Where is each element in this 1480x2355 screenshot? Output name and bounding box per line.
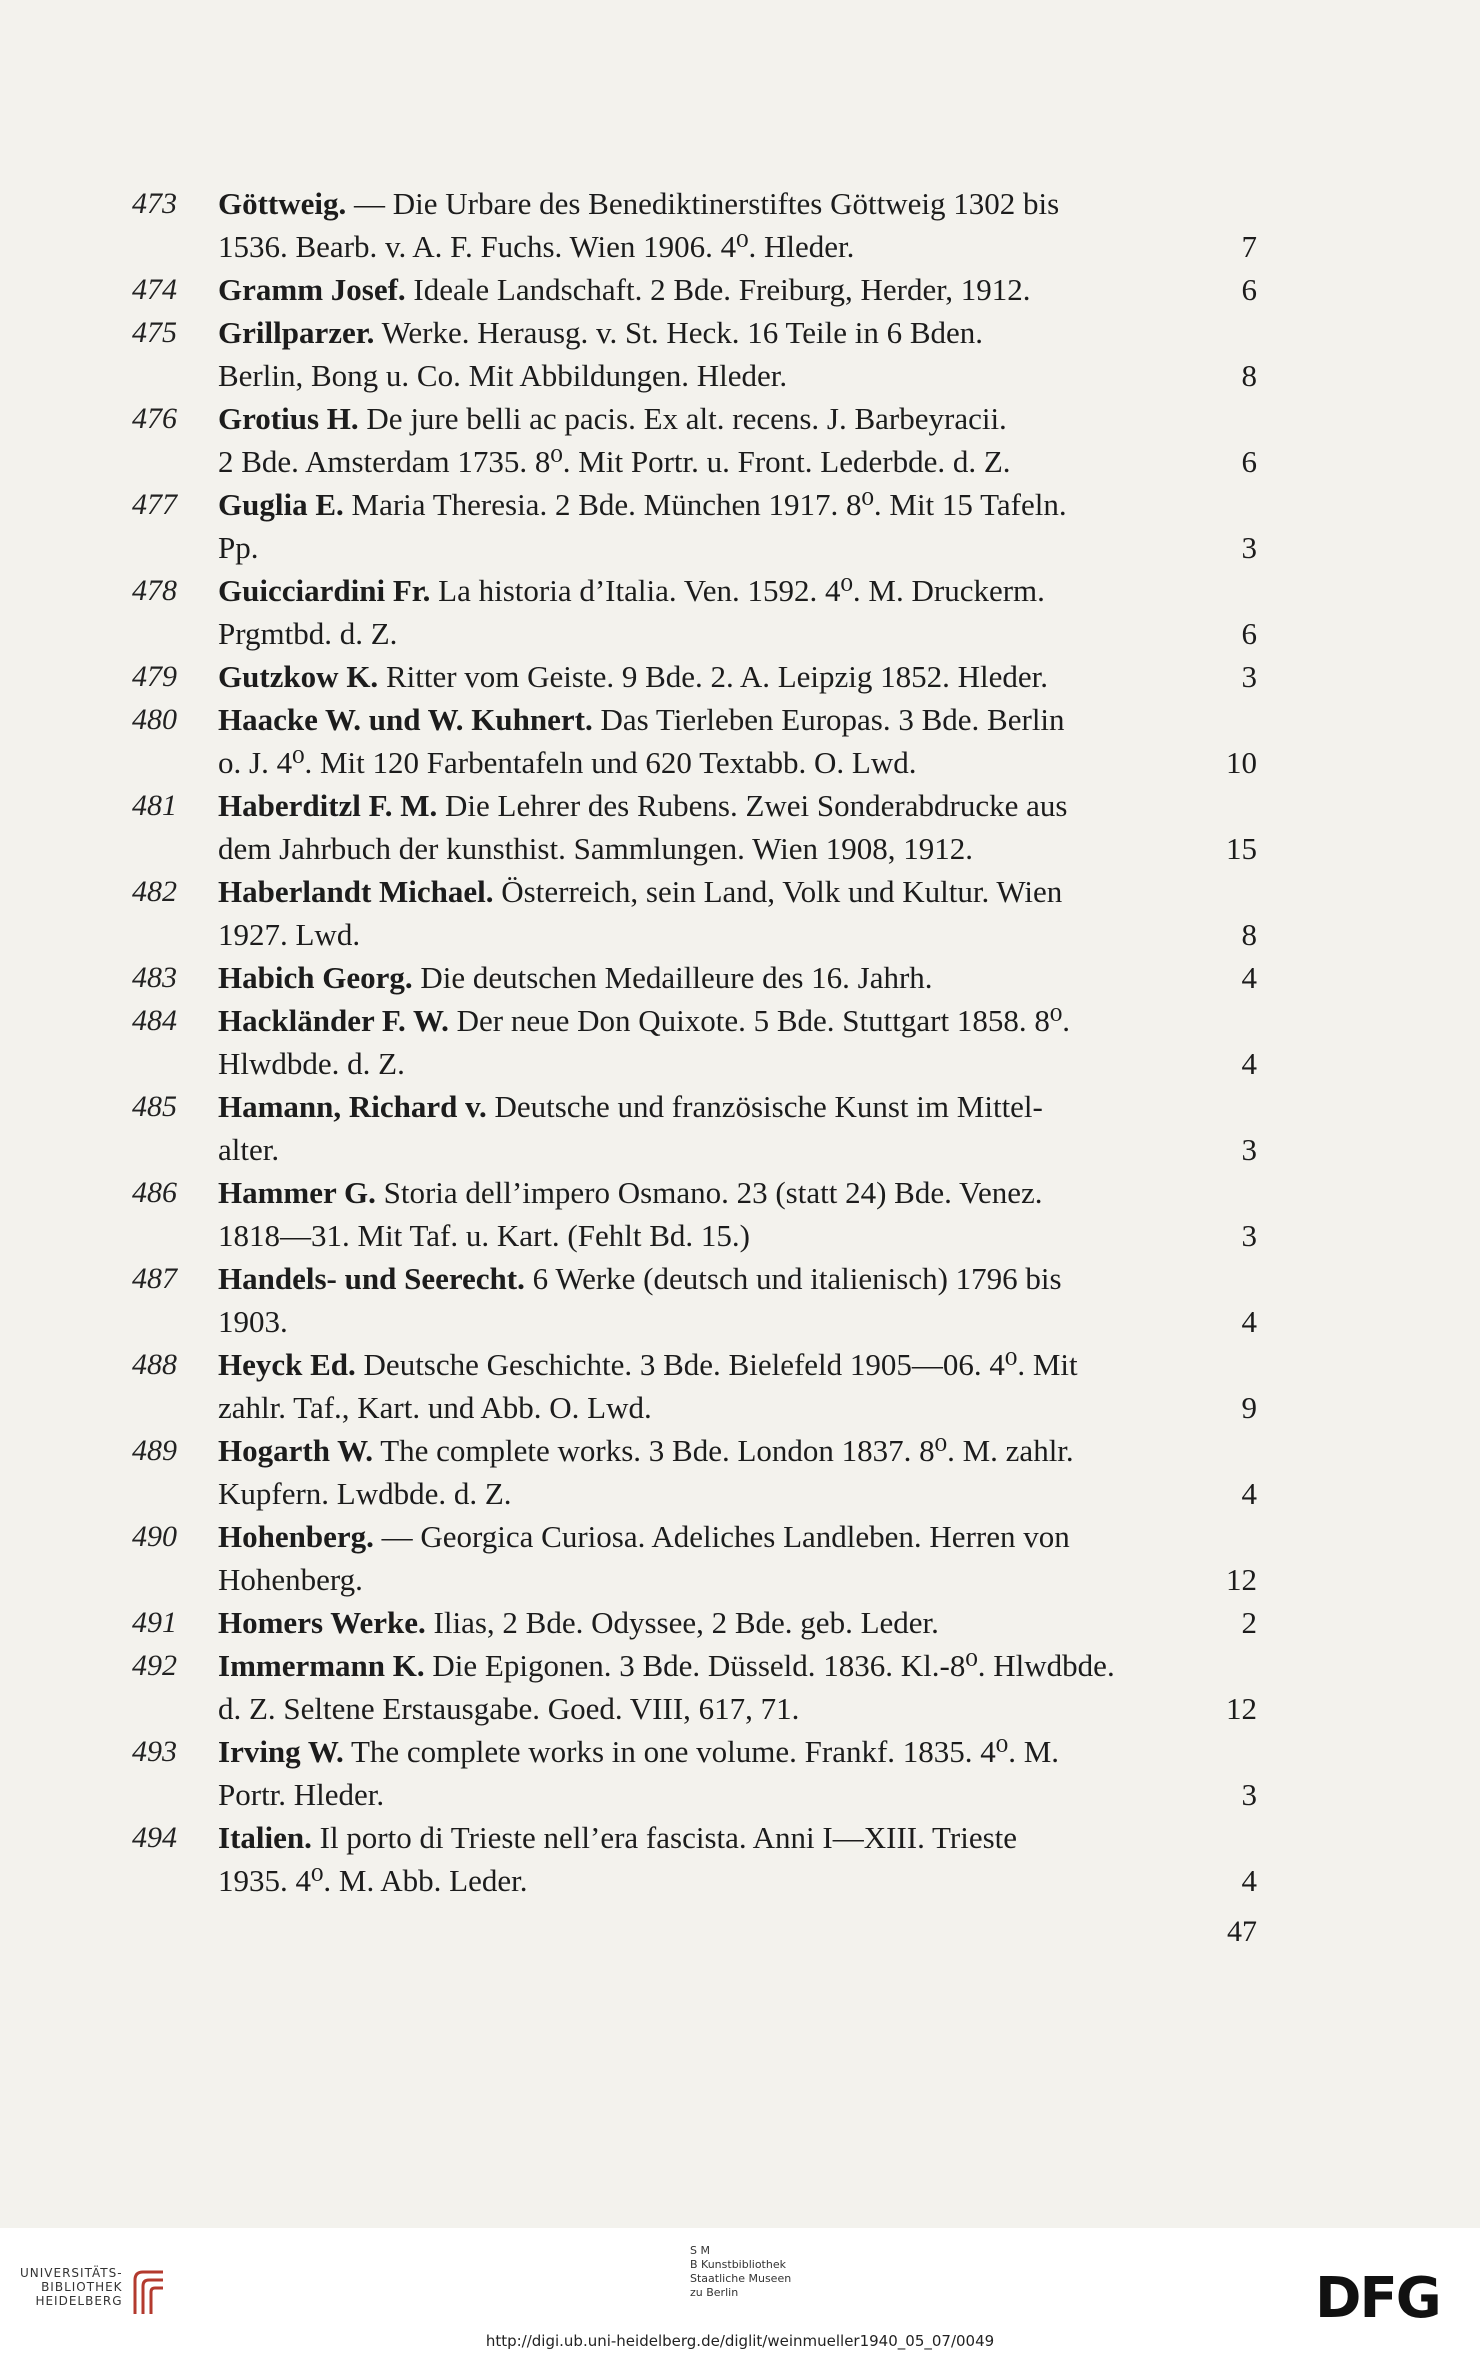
entry-price: 3 — [1241, 1218, 1257, 1253]
footer-bar — [0, 2228, 1480, 2355]
entry-line — [218, 1601, 1257, 1644]
entry-line — [218, 1042, 1257, 1085]
entry-description-continued: dem Jahrbuch der kunsthist. Sammlungen. Wien 1908, 1912. — [218, 831, 974, 866]
entry-author: Italien. — [218, 1820, 312, 1855]
entry-number: 473 — [132, 187, 177, 220]
entry-description: — Die Urbare des Benediktinerstiftes Göttweig 1302 bis — [346, 186, 1060, 221]
catalog-entry — [0, 956, 1480, 999]
entry-text — [218, 999, 1070, 1042]
entry-line — [218, 526, 1257, 569]
entry-line — [218, 1300, 1257, 1343]
entry-description: Der neue Don Quixote. 5 Bde. Stuttgart 1858. 8⁰. — [448, 1003, 1070, 1038]
entry-description-continued: Portr. Hleder. — [218, 1777, 385, 1812]
entry-author: Hamann, Richard v. — [218, 1089, 487, 1124]
entry-number: 492 — [132, 1649, 177, 1682]
entry-author: Gramm Josef. — [218, 272, 406, 307]
entry-line — [218, 483, 1257, 526]
entry-price: 9 — [1241, 1390, 1257, 1425]
entry-number: 490 — [132, 1520, 177, 1553]
catalog-entry — [0, 483, 1480, 569]
entry-text — [218, 655, 1231, 698]
entry-description: Deutsche Geschichte. 3 Bde. Bielefeld 1905—06. 4⁰. Mit — [355, 1347, 1078, 1382]
entry-description: Werke. Herausg. v. St. Heck. 16 Teile in 6 Bden. — [374, 315, 984, 350]
entry-number: 482 — [132, 875, 177, 908]
entry-description: Ideale Landschaft. 2 Bde. Freiburg, Herder, 1912. — [405, 272, 1031, 307]
entry-line — [218, 1687, 1257, 1730]
entry-price: 6 — [1241, 444, 1257, 479]
entry-price: 10 — [1226, 745, 1257, 780]
entry-price: 6 — [1241, 272, 1257, 307]
catalog-entry — [0, 1085, 1480, 1171]
entry-description: Ilias, 2 Bde. Odyssee, 2 Bde. geb. Leder. — [425, 1605, 939, 1640]
entry-price: 12 — [1226, 1562, 1257, 1597]
catalog-entry — [0, 1644, 1480, 1730]
entry-author: Hackländer F. W. — [218, 1003, 449, 1038]
entry-description-continued: Hohenberg. — [218, 1562, 363, 1597]
entry-price: 6 — [1241, 616, 1257, 651]
entry-price: 7 — [1241, 229, 1257, 264]
entry-text — [218, 182, 1059, 225]
catalog-entry — [0, 1515, 1480, 1601]
entry-text — [218, 1085, 1043, 1128]
catalog-entry — [0, 655, 1480, 698]
catalog-entry — [0, 1730, 1480, 1816]
entry-line — [218, 1472, 1257, 1515]
catalog-entries — [0, 182, 1480, 1902]
dfg-logo[interactable]: DFG — [1315, 2266, 1440, 2331]
entry-author: Guglia E. — [218, 487, 344, 522]
entry-description: Storia dell’impero Osmano. 23 (statt 24) Bde. Venez. — [375, 1175, 1043, 1210]
entry-line — [218, 397, 1257, 440]
entry-text — [218, 569, 1045, 612]
entry-text — [218, 870, 1062, 913]
entry-description: Ritter vom Geiste. 9 Bde. 2. A. Leipzig 1852. Hleder. — [378, 659, 1049, 694]
entry-line — [218, 741, 1257, 784]
entry-number: 483 — [132, 961, 177, 994]
entry-author: Haberditzl F. M. — [218, 788, 438, 823]
entry-author: Handels- und Seerecht. — [218, 1261, 525, 1296]
entry-number: 493 — [132, 1735, 177, 1768]
entry-price: 4 — [1241, 1863, 1257, 1898]
entry-price: 4 — [1241, 960, 1257, 995]
entry-description: Il porto di Trieste nell’era fascista. Anni I—XIII. Trieste — [311, 1820, 1018, 1855]
catalog-entry — [0, 1171, 1480, 1257]
entry-text — [218, 1429, 1074, 1472]
entry-author: Guicciardini Fr. — [218, 573, 431, 608]
entry-price: 3 — [1241, 659, 1257, 694]
source-url[interactable]: http://digi.ub.uni-heidelberg.de/diglit/weinmueller1940_05_07/0049 — [485, 2332, 995, 2350]
entry-description: 6 Werke (deutsch und italienisch) 1796 bis — [524, 1261, 1062, 1296]
entry-author: Habich Georg. — [218, 960, 413, 995]
entry-description-continued: Berlin, Bong u. Co. Mit Abbildungen. Hleder. — [218, 358, 788, 393]
entry-text — [218, 1601, 1231, 1644]
entry-number: 476 — [132, 402, 177, 435]
entry-line — [218, 698, 1257, 741]
entry-line — [218, 1558, 1257, 1601]
entry-price: 8 — [1241, 917, 1257, 952]
entry-line — [218, 440, 1257, 483]
entry-author: Göttweig. — [218, 186, 347, 221]
entry-price: 12 — [1226, 1691, 1257, 1726]
entry-number: 481 — [132, 789, 177, 822]
entry-number: 485 — [132, 1090, 177, 1123]
entry-price: 4 — [1241, 1304, 1257, 1339]
entry-line — [218, 1386, 1257, 1429]
entry-line — [218, 1214, 1257, 1257]
entry-description-continued: Prgmtbd. d. Z. — [218, 616, 398, 651]
entry-description-continued: 2 Bde. Amsterdam 1735. 8⁰. Mit Portr. u. Front. Lederbde. d. Z. — [218, 444, 1011, 479]
entry-line — [218, 1730, 1257, 1773]
entry-line — [218, 655, 1257, 698]
entry-description-continued: Kupfern. Lwdbde. d. Z. — [218, 1476, 512, 1511]
entry-description-continued: 1536. Bearb. v. A. F. Fuchs. Wien 1906. 4⁰. Hleder. — [218, 229, 855, 264]
entry-number: 484 — [132, 1004, 177, 1037]
entry-line — [218, 1644, 1257, 1687]
entry-author: Grillparzer. — [218, 315, 375, 350]
entry-text — [218, 1343, 1078, 1386]
entry-description: Die deutschen Medailleure des 16. Jahrh. — [412, 960, 933, 995]
catalog-entry — [0, 182, 1480, 268]
entry-number: 494 — [132, 1821, 177, 1854]
entry-price: 3 — [1241, 1132, 1257, 1167]
entry-author: Immermann K. — [218, 1648, 425, 1683]
catalog-entry — [0, 870, 1480, 956]
entry-text — [218, 784, 1067, 827]
entry-line — [218, 870, 1257, 913]
entry-description-continued: d. Z. Seltene Erstausgabe. Goed. VIII, 617, 71. — [218, 1691, 800, 1726]
entry-author: Homers Werke. — [218, 1605, 426, 1640]
entry-text — [218, 1171, 1043, 1214]
entry-text — [218, 1515, 1070, 1558]
entry-text — [218, 397, 1007, 440]
entry-description-continued: o. J. 4⁰. Mit 120 Farbentafeln und 620 Textabb. O. Lwd. — [218, 745, 917, 780]
entry-price: 8 — [1241, 358, 1257, 393]
entry-description-continued: Hlwdbde. d. Z. — [218, 1046, 405, 1081]
university-library-name: UNIVERSITÄTS- BIBLIOTHEK HEIDELBERG — [20, 2266, 123, 2308]
entry-text — [218, 1644, 1115, 1687]
entry-line — [218, 999, 1257, 1042]
entry-description-continued: 1935. 4⁰. M. Abb. Leder. — [218, 1863, 528, 1898]
entry-line — [218, 784, 1257, 827]
catalog-entry — [0, 268, 1480, 311]
entry-description: Österreich, sein Land, Volk und Kultur. Wien — [493, 874, 1063, 909]
entry-number: 477 — [132, 488, 177, 521]
catalog-entry — [0, 698, 1480, 784]
catalog-entry — [0, 1816, 1480, 1902]
university-library-logo[interactable] — [20, 2266, 171, 2318]
entry-description-continued: 1927. Lwd. — [218, 917, 361, 952]
entry-number: 479 — [132, 660, 177, 693]
entry-price: 4 — [1241, 1476, 1257, 1511]
entry-line — [218, 1128, 1257, 1171]
catalog-entry — [0, 784, 1480, 870]
catalog-entry — [0, 397, 1480, 483]
entry-price: 15 — [1226, 831, 1257, 866]
entry-line — [218, 1773, 1257, 1816]
entry-number: 489 — [132, 1434, 177, 1467]
entry-author: Hogarth W. — [218, 1433, 374, 1468]
entry-description-continued: 1818—31. Mit Taf. u. Kart. (Fehlt Bd. 15.) — [218, 1218, 750, 1253]
entry-text — [218, 1816, 1017, 1859]
entry-line — [218, 1257, 1257, 1300]
entry-text — [218, 311, 983, 354]
entry-number: 480 — [132, 703, 177, 736]
entry-description: Maria Theresia. 2 Bde. München 1917. 8⁰. Mit 15 Tafeln. — [343, 487, 1067, 522]
entry-line — [218, 1816, 1257, 1859]
entry-number: 475 — [132, 316, 177, 349]
entry-price: 4 — [1241, 1046, 1257, 1081]
entry-description-continued: alter. — [218, 1132, 280, 1167]
entry-author: Grotius H. — [218, 401, 359, 436]
entry-line — [218, 311, 1257, 354]
catalog-entry — [0, 999, 1480, 1085]
catalog-entry — [0, 1343, 1480, 1429]
museum-stamp: S M B Kunstbibliothek Staatliche Museen zu Berlin — [690, 2244, 792, 2299]
entry-number: 474 — [132, 273, 177, 306]
entry-description: — Georgica Curiosa. Adeliches Landleben. Herren von — [373, 1519, 1070, 1554]
entry-line — [218, 1515, 1257, 1558]
entry-text — [218, 956, 1231, 999]
entry-author: Haacke W. und W. Kuhnert. — [218, 702, 593, 737]
entry-number: 488 — [132, 1348, 177, 1381]
catalog-entry — [0, 1601, 1480, 1644]
entry-author: Haberlandt Michael. — [218, 874, 494, 909]
entry-description: Das Tierleben Europas. 3 Bde. Berlin — [592, 702, 1065, 737]
catalog-entry — [0, 1429, 1480, 1515]
entry-line — [218, 354, 1257, 397]
entry-description: Deutsche und französische Kunst im Mittel- — [486, 1089, 1043, 1124]
entry-line — [218, 827, 1257, 870]
entry-number: 486 — [132, 1176, 177, 1209]
entry-description: The complete works. 3 Bde. London 1837. 8⁰. M. zahlr. — [373, 1433, 1074, 1468]
entry-line — [218, 1429, 1257, 1472]
page-number: 47 — [1227, 1915, 1257, 1948]
entry-description-continued: zahlr. Taf., Kart. und Abb. O. Lwd. — [218, 1390, 652, 1425]
catalog-entry — [0, 311, 1480, 397]
entry-number: 487 — [132, 1262, 177, 1295]
entry-text — [218, 483, 1067, 526]
entry-author: Heyck Ed. — [218, 1347, 356, 1382]
entry-price: 2 — [1241, 1605, 1257, 1640]
entry-price: 3 — [1241, 1777, 1257, 1812]
entry-author: Hohenberg. — [218, 1519, 374, 1554]
entry-line — [218, 913, 1257, 956]
entry-author: Irving W. — [218, 1734, 344, 1769]
entry-number: 478 — [132, 574, 177, 607]
entry-line — [218, 182, 1257, 225]
entry-description: The complete works in one volume. Frankf. 1835. 4⁰. M. — [343, 1734, 1060, 1769]
entry-description-continued: Pp. — [218, 530, 259, 565]
entry-line — [218, 1085, 1257, 1128]
entry-description-continued: 1903. — [218, 1304, 288, 1339]
entry-line — [218, 569, 1257, 612]
entry-author: Gutzkow K. — [218, 659, 379, 694]
entry-author: Hammer G. — [218, 1175, 376, 1210]
university-mark-icon — [129, 2266, 171, 2318]
entry-text — [218, 1257, 1062, 1300]
entry-line — [218, 1859, 1257, 1902]
entry-line — [218, 268, 1257, 311]
entry-description: Die Epigonen. 3 Bde. Düsseld. 1836. Kl.-8⁰. Hlwdbde. — [424, 1648, 1115, 1683]
entry-description: De jure belli ac pacis. Ex alt. recens. J. Barbeyracii. — [358, 401, 1007, 436]
entry-line — [218, 1171, 1257, 1214]
entry-text — [218, 268, 1231, 311]
catalog-entry — [0, 1257, 1480, 1343]
entry-line — [218, 225, 1257, 268]
catalog-entry — [0, 569, 1480, 655]
entry-line — [218, 612, 1257, 655]
entry-text — [218, 698, 1065, 741]
entry-text — [218, 1730, 1059, 1773]
entry-description: Die Lehrer des Rubens. Zwei Sonderabdrucke aus — [437, 788, 1068, 823]
entry-number: 491 — [132, 1606, 177, 1639]
entry-line — [218, 1343, 1257, 1386]
entry-description: La historia d’Italia. Ven. 1592. 4⁰. M. Druckerm. — [430, 573, 1045, 608]
entry-price: 3 — [1241, 530, 1257, 565]
entry-line — [218, 956, 1257, 999]
